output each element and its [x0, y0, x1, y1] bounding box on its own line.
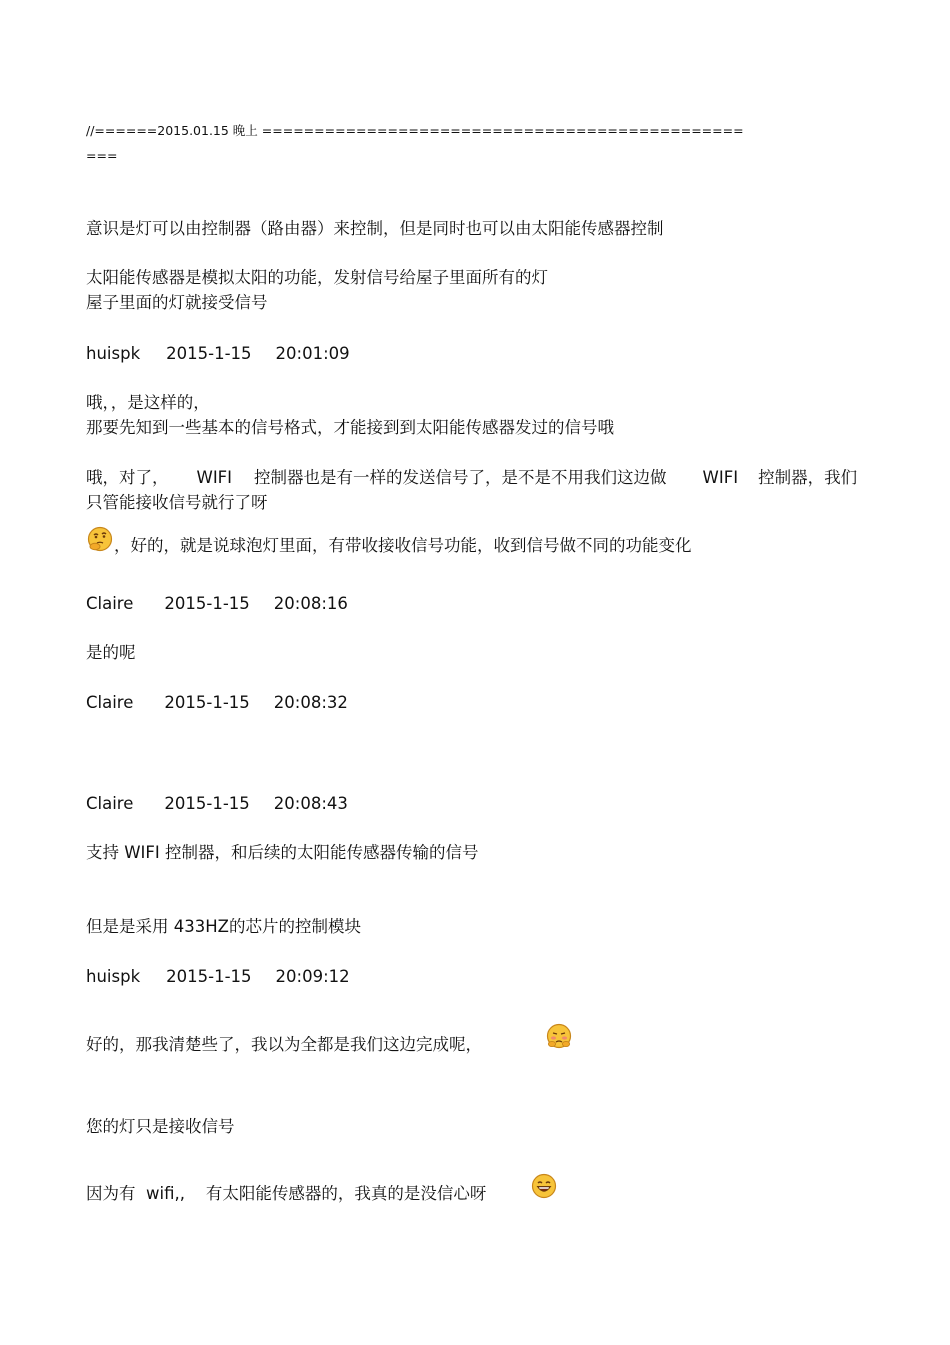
session-header-line: //======2015.01.15 晚上 ============================================== [86, 123, 744, 138]
message-text: 因为有 wifi,, 有太阳能传感器的，我真的是没信心呀 [86, 1184, 487, 1203]
sender-name: Claire [86, 594, 134, 613]
message-text [86, 468, 857, 488]
message-text: 太阳能传感器是模拟太阳的功能，发射信号给屋子里面所有的灯 [86, 268, 548, 287]
message-text: 只管能接收信号就行了呀 [86, 493, 268, 512]
message-time: 20:09:12 [275, 967, 350, 986]
message-date: 2015-1-15 [166, 344, 252, 363]
message-meta [86, 594, 348, 614]
message-text: 意识是灯可以由控制器（路由器）来控制，但是同时也可以由太阳能传感器控制 [86, 219, 664, 238]
thinking-face-icon [87, 526, 113, 552]
message-date: 2015-1-15 [166, 967, 252, 986]
grinning-face-icon [531, 1173, 557, 1199]
message-fragment: 控制器也是有一样的发送信号了，是不是不用我们这边做 [254, 468, 667, 487]
message-fragment: WIFI [702, 468, 739, 487]
message-fragment: 哦，对了， [86, 468, 169, 487]
shy-face-icon [546, 1023, 572, 1049]
message-text: 哦，，是这样的， [86, 393, 210, 412]
sender-name: huispk [86, 344, 141, 363]
sender-name: Claire [86, 794, 134, 813]
message-fragment: 控制器，我们 [758, 468, 858, 487]
message-time: 20:08:43 [273, 794, 348, 813]
message-meta [86, 693, 348, 713]
message-text: 屋子里面的灯就接受信号 [86, 293, 268, 312]
message-fragment: WIFI [196, 468, 233, 487]
message-time: 20:08:32 [273, 693, 348, 712]
message-time: 20:01:09 [275, 344, 350, 363]
message-meta [86, 344, 350, 364]
message-text: 但是是采用 433HZ的芯片的控制模块 [86, 917, 361, 936]
message-text: 是的呢 [86, 643, 136, 662]
message-text: 支持 WIFI 控制器，和后续的太阳能传感器传输的信号 [86, 843, 479, 862]
message-time: 20:08:16 [273, 594, 348, 613]
session-header-line-continued: === [86, 148, 118, 163]
message-date: 2015-1-15 [164, 693, 250, 712]
message-meta [86, 967, 350, 987]
sender-name: huispk [86, 967, 141, 986]
message-date: 2015-1-15 [164, 794, 250, 813]
message-text: 您的灯只是接收信号 [86, 1117, 235, 1136]
message-date: 2015-1-15 [164, 594, 250, 613]
message-text: 好的，那我清楚些了，我以为全都是我们这边完成呢， [86, 1035, 482, 1054]
message-text: 那要先知到一些基本的信号格式，才能接到到太阳能传感器发过的信号哦 [86, 418, 614, 437]
message-meta [86, 794, 348, 814]
message-text: ，好的，就是说球泡灯里面，有带收接收信号功能，收到信号做不同的功能变化 [114, 536, 692, 555]
sender-name: Claire [86, 693, 134, 712]
